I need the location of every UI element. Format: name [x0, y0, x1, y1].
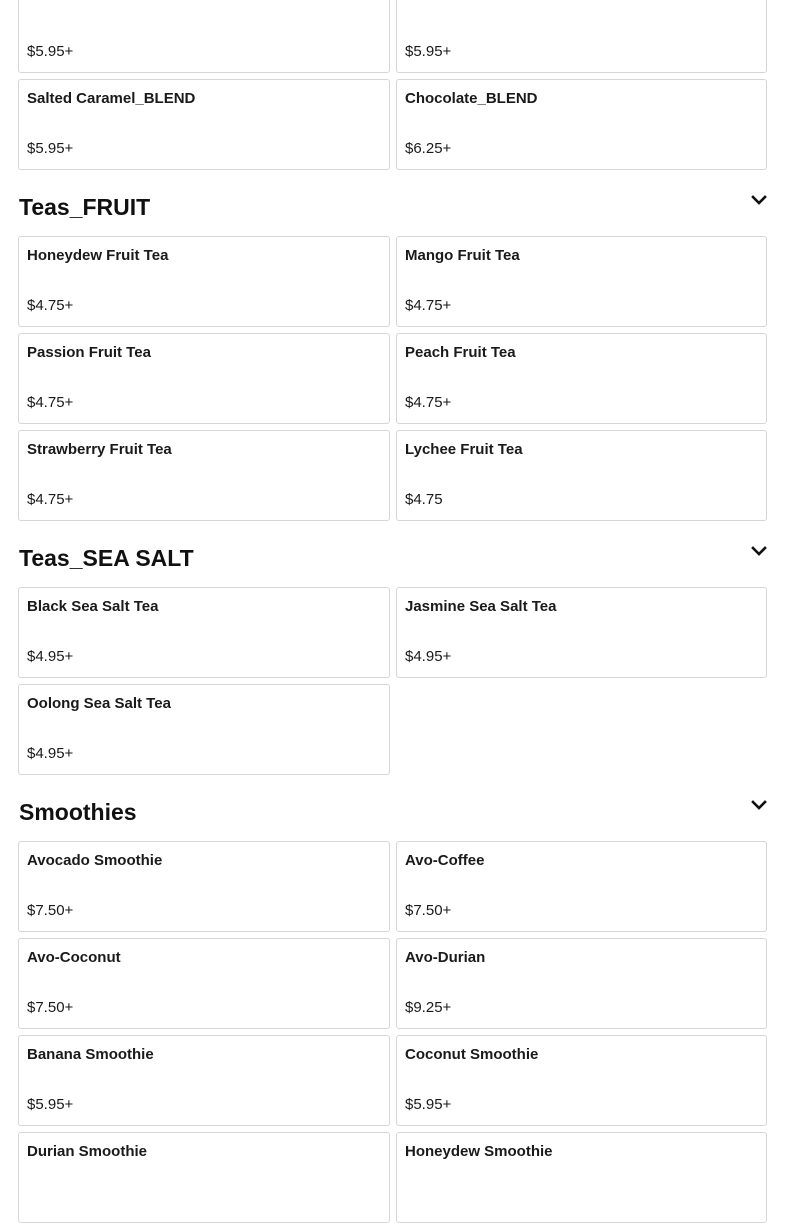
- menu-item-card[interactable]: [396, 841, 767, 932]
- menu-item-card[interactable]: [396, 938, 767, 1029]
- menu-item-price: $6.25+: [405, 140, 452, 157]
- menu-item-name: Passion Fruit Tea: [27, 344, 151, 361]
- menu-item-card[interactable]: [18, 1035, 390, 1126]
- menu-item-price: $5.95+: [27, 43, 74, 60]
- menu-item-price: $7.50+: [27, 999, 74, 1016]
- menu-item-card[interactable]: [396, 430, 767, 521]
- menu-item-card[interactable]: [396, 79, 767, 170]
- menu-item-price: $4.75+: [405, 394, 452, 411]
- menu-item-price: $4.95+: [27, 648, 74, 665]
- menu-item-card[interactable]: [18, 841, 390, 932]
- menu-grid-blend: [18, 0, 767, 170]
- menu-item-name: Lychee Fruit Tea: [405, 441, 523, 458]
- menu-item-name: Banana Smoothie: [27, 1046, 154, 1063]
- menu-item-name: Coconut Smoothie: [405, 1046, 539, 1063]
- menu-item-card[interactable]: [396, 236, 767, 327]
- menu-item-price: $4.75+: [27, 297, 74, 314]
- menu-item-name: Chocolate_BLEND: [405, 90, 538, 107]
- menu-item-name: Salted Caramel_BLEND: [27, 90, 196, 107]
- menu-item-card[interactable]: [396, 0, 767, 73]
- menu-item-price: $7.50+: [405, 902, 452, 919]
- menu-grid-smoothies: [18, 841, 767, 1223]
- menu-item-price: $4.75+: [27, 394, 74, 411]
- menu-item-name: Honeydew Fruit Tea: [27, 247, 169, 264]
- menu-item-price: $4.75+: [27, 491, 74, 508]
- section-title: Smoothies: [19, 799, 137, 825]
- menu-item-price: $5.95+: [27, 140, 74, 157]
- menu-item-name: Avo-Coconut: [27, 949, 121, 966]
- section-header-smoothies[interactable]: [18, 775, 767, 841]
- menu-item-card[interactable]: [18, 430, 390, 521]
- menu-item-price: $9.25+: [405, 999, 452, 1016]
- menu-item-name: Durian Smoothie: [27, 1143, 148, 1160]
- menu-item-name: Avocado Smoothie: [27, 852, 163, 869]
- menu-item-price: $4.75: [405, 491, 443, 508]
- menu-item-price: $5.95+: [405, 43, 452, 60]
- menu-item-card[interactable]: [18, 79, 390, 170]
- menu-item-card[interactable]: [18, 587, 390, 678]
- menu-item-card[interactable]: [396, 587, 767, 678]
- menu-item-name: Honeydew Smoothie: [405, 1143, 553, 1160]
- section-header-teas-fruit[interactable]: [18, 170, 767, 236]
- menu-item-card[interactable]: [396, 333, 767, 424]
- chevron-down-icon[interactable]: [751, 799, 767, 811]
- menu-grid-teas-sea-salt: [18, 587, 767, 775]
- menu-item-name: Peach Fruit Tea: [405, 344, 516, 361]
- section-header-teas-sea-salt[interactable]: [18, 521, 767, 587]
- menu-item-card[interactable]: [18, 236, 390, 327]
- menu-item-card[interactable]: [18, 684, 390, 775]
- section-title: Teas_SEA SALT: [19, 545, 194, 571]
- section-title: Teas_FRUIT: [19, 194, 151, 220]
- menu-item-card[interactable]: [18, 0, 390, 73]
- menu-item-price: $5.95+: [27, 1096, 74, 1113]
- menu-item-price: $5.95+: [405, 1096, 452, 1113]
- menu-item-price: $7.50+: [27, 902, 74, 919]
- menu-item-name: Avo-Durian: [405, 949, 486, 966]
- menu-item-name: Jasmine Sea Salt Tea: [405, 598, 557, 615]
- menu-grid-teas-fruit: [18, 236, 767, 521]
- menu-item-card[interactable]: [396, 1132, 767, 1223]
- chevron-down-icon[interactable]: [751, 545, 767, 557]
- menu-item-name: Strawberry Fruit Tea: [27, 441, 172, 458]
- menu-item-card[interactable]: [18, 1132, 390, 1223]
- menu-item-card[interactable]: [18, 938, 390, 1029]
- chevron-down-icon[interactable]: [751, 194, 767, 206]
- menu-item-name: Black Sea Salt Tea: [27, 598, 159, 615]
- menu-item-card[interactable]: [396, 1035, 767, 1126]
- menu-item-name: Mango Fruit Tea: [405, 247, 520, 264]
- menu-item-name: Avo-Coffee: [405, 852, 485, 869]
- menu-item-price: $4.95+: [27, 745, 74, 762]
- menu-item-card[interactable]: [18, 333, 390, 424]
- menu-item-price: $4.75+: [405, 297, 452, 314]
- menu-item-price: $4.95+: [405, 648, 452, 665]
- menu-item-name: Oolong Sea Salt Tea: [27, 695, 171, 712]
